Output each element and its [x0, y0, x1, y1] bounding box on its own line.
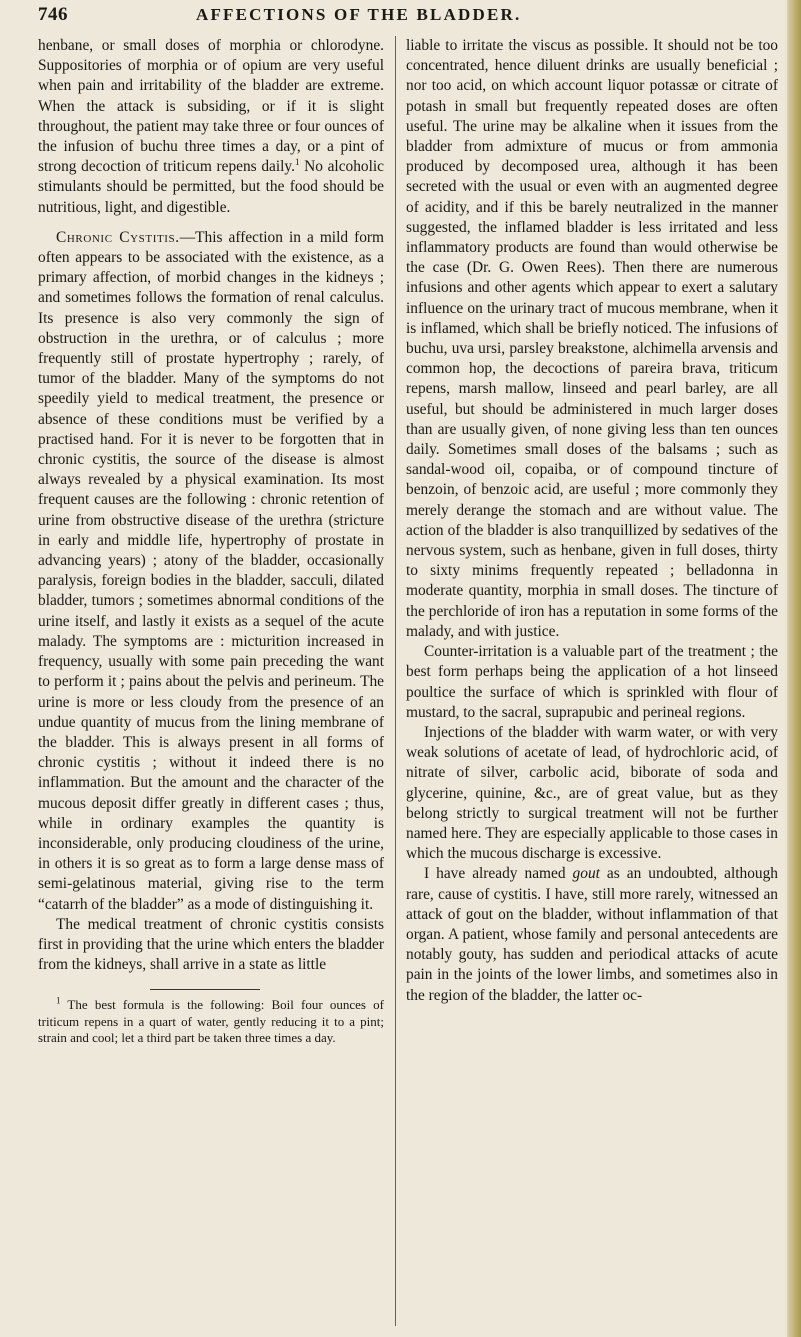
paragraph-counter-irritation: Counter-irritation is a valuable part of the treatment ; the best form perhaps being the application of a hot linseed poultice the surface of which is sprinkled with flour of mustard, to the sacral, suprapubic and perineal regions.	[406, 643, 778, 721]
page-header	[38, 4, 778, 26]
paragraph-gout: I have already named gout as an undoubted, although rare, cause of cystitis. I have, still more rarely, witnessed an attack of gout on the bladder, without inflammation of that organ. A patient, whose family and personal antecedents are notably gouty, has sudden and periodical attacks of acute pain in the joints of the lower limbs, and sometimes also in the region of the bladder, the latter oc-	[406, 865, 778, 1004]
page-edge	[787, 0, 801, 1337]
paragraph-injections: Injections of the bladder with warm water, or with very weak solutions of acetate of lead, of hydrochloric acid, of nitrate of silver, carbolic acid, biborate of soda and glycerine, quinine, &c., are of great value, but as they belong strictly to surgical treatment will not be further named here. They are especially applicable to those cases in which the mucous discharge is excessive.	[406, 723, 778, 863]
section-heading-chronic-cystitis: Chronic Cystitis.	[56, 228, 180, 246]
paragraph-acute-treatment-end: henbane, or small doses of morphia or chlorodyne. Suppositories of morphia or of opium are very useful when pain and irritability of the bladder are extreme. When the attack is subsiding, or if it is slight throughout, the patient may take three or four ounces of the infusion of buchu three times a day, or a pint of strong decoction of triticum repens daily.$^1$ No alcoholic stimulants should be permitted, but the food should be nutritious, light, and digestible.	[38, 37, 384, 216]
paragraph-medical-treatment: The medical treatment of chronic cystitis consists first in providing that the urine which enters the bladder from the kidneys, shall arrive in a state as little	[38, 915, 384, 974]
footnote-divider	[150, 989, 260, 990]
paragraph-chronic-cystitis: Chronic Cystitis.—This affection in a mild form often appears to be associated with the existence, as a primary affection, of morbid changes in the kidneys ; and sometimes follows the formation of renal calculus. Its presence is also very commonly the sign of obstruction in the urethra, or of calculus ; more frequently still of prostate hypertrophy ; rarely, of tumor of the bladder. Many of the symptoms do not speedily yield to medical treatment, the presence or absence of these conditions must be verified by a practised hand. For it is never to be forgotten that in chronic cystitis, the source of the disease is almost always revealed by a physical examination. Its most frequent causes are the following : chronic retention of urine from obstructive disease of the urethra (stricture in early and middle life, hypertrophy of prostate in advancing years) ; atony of the bladder, occasionally paralysis, foreign bodies in the bladder, sacculi, dilated bladder, tumors ; sometimes abnormal conditions of the urine itself, and lastly it exists as a sequel of the acute malady. The symptoms are : micturition increased in frequency, usually with some pain preceding the want to perform it ; pains about the pelvis and perineum. The urine is more or less cloudy from the presence of an undue quantity of mucus from the lining membrane of the bladder. This is always present in all forms of chronic cystitis ; without it indeed there is no inflammation. But the amount and the character of the mucous deposit differ greatly in different cases ; thus, while in ordinary examples the quantity is inconsiderable, only producing cloudiness of the urine, in others it is so great as to form a large dense mass of semi-gelatinous material, giving rise to the term “catarrh of the bladder” as a mode of distinguishing it.	[38, 228, 384, 913]
emphasis-gout: gout	[572, 865, 600, 883]
right-column	[406, 36, 778, 1006]
running-title: AFFECTIONS OF THE BLADDER.	[196, 5, 522, 24]
footnote-reference: 1	[294, 157, 300, 168]
footnote-marker: 1	[56, 996, 61, 1007]
column-divider	[395, 36, 396, 1326]
left-column	[38, 36, 384, 1047]
page-number: 746	[38, 4, 68, 25]
paragraph-urine-treatment: liable to irritate the viscus as possible. It should not be too concentrated, hence diluent drinks are usually beneficial ; nor too acid, on which account liquor potassæ or citrate of potash in small but frequently repeated doses are often useful. The urine may be alkaline when it issues from the bladder from admixture of mucus or from ammonia produced by decomposed urea, although it has been secreted with the usual or even with an augmented degree of acidity, and if this be barely neutralized in the manner suggested, the inflamed bladder is less irritated and less inflammatory products are found than would otherwise be the case (Dr. G. Owen Rees). Then there are numerous infusions and other agents which appear to exert a salutary influence on the urinary tract of mucous membrane, when it is inflamed, which shall be briefly noticed. The infusions of buchu, uva ursi, parsley breakstone, alchimella arvensis and common hop, the decoctions of pareira brava, triticum repens, marsh mallow, linseed and pearl barley, are all useful, but should be administered in much larger doses than are usually given, of none giving less than ten ounces daily. Sometimes small doses of the balsams ; such as sandal-wood oil, copaiba, or of compound tincture of benzoin, of benzoic acid, are useful ; more commonly they merely derange the stomach and are without value. The action of the bladder is also tranquillized by sedatives of the nervous system, such as henbane, given in full doses, thirty to sixty minims frequently repeated ; belladonna in moderate quantity, morphia in small doses. The tincture of the perchloride of iron has a reputation in some forms of the malady, and with justice.	[406, 37, 778, 640]
footnote: $^1$ The best formula is the following: Boil four ounces of triticum repens in a quart of water, gently reducing it to a pint; strain and cool; let a third part be taken three times a day.	[38, 996, 384, 1046]
